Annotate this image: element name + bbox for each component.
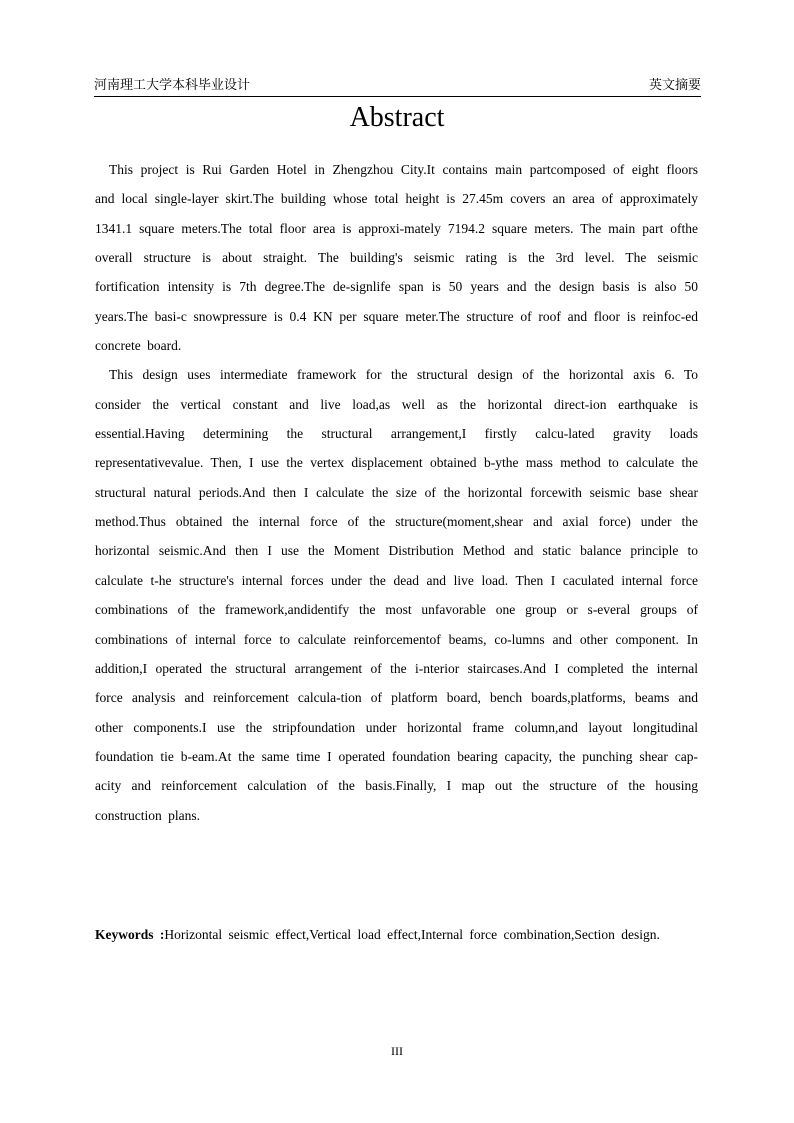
keywords-label: Keywords : [95,927,165,942]
keywords-block [95,924,698,945]
keywords-text: Horizontal seismic effect,Vertical load effect,Internal force combination,Section design. [164,927,660,942]
abstract-body [95,155,698,830]
page-header [94,78,701,97]
abstract-paragraph-1: This project is Rui Garden Hotel in Zhengzhou City.It contains main partcomposed of eight floors and local single-layer skirt.The building whose total height is 27.45m covers an area of approximately 1341.1 square meters.The total floor area is approxi-mately 7194.2 square meters. The main part ofthe overall structure is about straight. The building's seismic rating is the 3rd level. The seismic fortification intensity is 7th degree.The de-signlife span is 50 years and the design basis is also 50 years.The basi-c snowpressure is 0.4 KN per square meter.The structure of roof and floor is reinfoc-ed concrete board. [95,162,698,354]
abstract-paragraph-2: This design uses intermediate framework for the structural design of the horizontal axis 6. To consider the vertical constant and live load,as well as the horizontal direct-ion earthquake is essential.Having determining the structural arrangement,I firstly calcu-lated gravity loads representativevalue. Then, I use the vertex displacement obtained b-ythe mass method to calculate the structural natural periods.And then I calculate the size of the horizontal forcewith seismic base shear method.Thus obtained the internal force of the structure(moment,shear and axial force) under the horizontal seismic.And then I use the Moment Distribution Method and static balance principle to calculate t-he structure's internal forces under the dead and live load. Then I caculated internal force combinations of the framework,andidentify the most unfavorable one group or s-everal groups of combinations of internal force to calculate reinforcementof beams, co-lumns and other component. In addition,I operated the structural arrangement of the i-nterior staircases.And I completed the internal force analysis and reinforcement calcula-tion of platform board, bench boards,platforms, beams and other components.I use the stripfoundation under horizontal frame column,and layout longitudinal foundation tie b-eam.At the same time I operated foundation bearing capacity, the punching shear cap-acity and reinforcement calculation of the basis.Finally, I map out the structure of the housing construction plans. [95,367,698,823]
header-section-title: 英文摘要 [648,78,701,93]
abstract-title: Abstract [349,102,445,133]
page-number: III [391,1044,403,1058]
header-university-title: 河南理工大学本科毕业设计 [94,78,251,93]
